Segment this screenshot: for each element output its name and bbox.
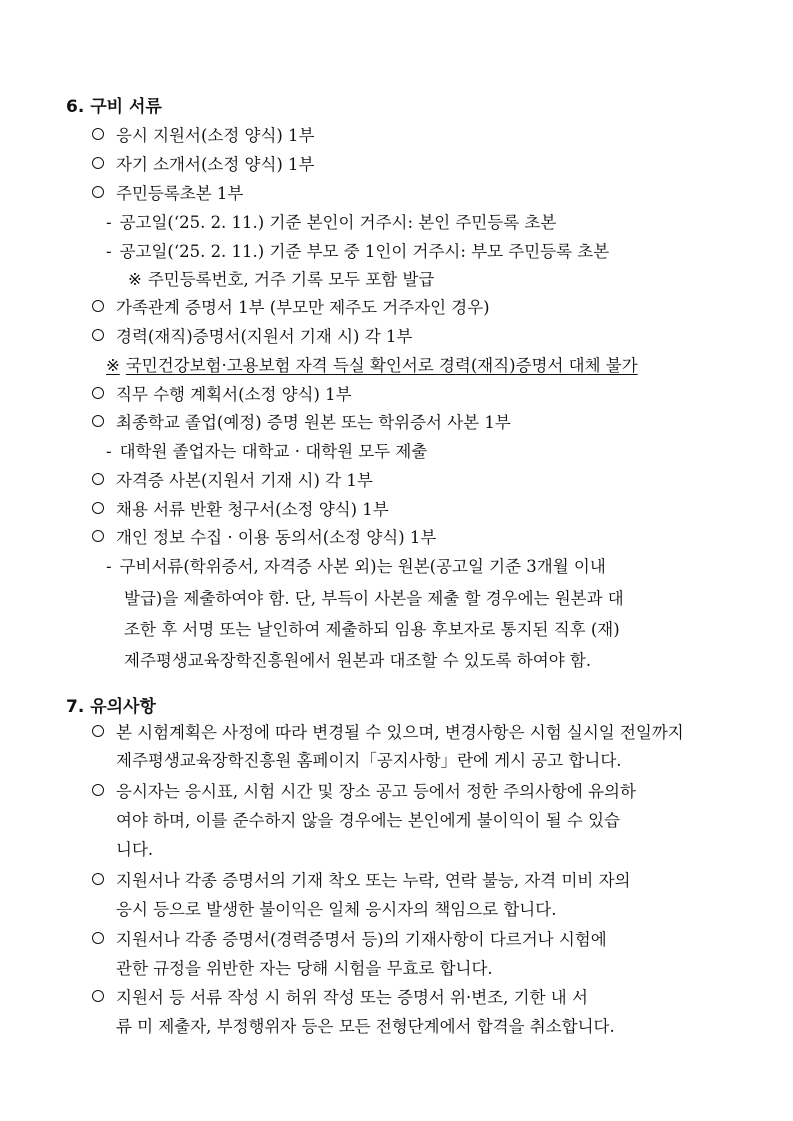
circle-bullet-icon xyxy=(92,932,104,944)
item-continuation: 관한 규정을 위반한 자는 당해 시험을 무효로 합니다. xyxy=(116,959,493,978)
sub-item-continuation: 조한 후 서명 또는 날인하여 제출하되 임용 후보자로 통지된 직후 (재) xyxy=(124,620,620,639)
circle-bullet-icon xyxy=(92,473,104,485)
circle-bullet-icon xyxy=(92,387,104,399)
list-item xyxy=(92,471,373,491)
list-item xyxy=(92,988,588,1008)
item-text: 지원서나 각종 증명서(경력증명서 등)의 기재사항이 다르거나 시험에 xyxy=(116,930,607,949)
note-text: 국민건강보험·고용보험 자격 득실 확인서로 경력(재직)증명서 대체 불가 xyxy=(125,356,638,375)
sub-item xyxy=(106,242,609,262)
note-item-underlined xyxy=(106,356,638,376)
sub-item-continuation: 발급)을 제출하여야 함. 단, 부득이 사본을 제출 할 경우에는 원본과 대 xyxy=(124,589,624,608)
circle-bullet-icon xyxy=(92,186,104,198)
item-text: 개인 정보 수집 · 이용 동의서(소정 양식) 1부 xyxy=(116,528,437,547)
item-continuation: 류 미 제출자, 부정행위자 등은 모든 전형단계에서 합격을 취소합니다. xyxy=(116,1017,615,1036)
circle-bullet-icon xyxy=(92,873,104,885)
item-text: 최종학교 졸업(예정) 증명 원본 또는 학위증서 사본 1부 xyxy=(116,413,511,432)
circle-bullet-icon xyxy=(92,784,104,796)
item-text: 자기 소개서(소정 양식) 1부 xyxy=(116,155,315,174)
item-text: 경력(재직)증명서(지원서 기재 시) 각 1부 xyxy=(116,327,413,346)
reference-mark-icon: ※ xyxy=(128,270,142,289)
list-item xyxy=(92,327,412,347)
section-6-title: 6. 구비 서류 xyxy=(66,97,162,117)
reference-mark-icon: ※ xyxy=(106,356,120,375)
list-item xyxy=(92,500,389,520)
note-text: 주민등록번호, 거주 기록 모두 포함 발급 xyxy=(147,270,435,289)
item-continuation: 응시 등으로 발생한 불이익은 일체 응시자의 책임으로 합니다. xyxy=(116,900,557,919)
item-text: 직무 수행 계획서(소정 양식) 1부 xyxy=(116,385,352,404)
item-continuation: 제주평생교육장학진흥원 홈페이지「공지사항」란에 게시 공고 합니다. xyxy=(116,751,622,770)
list-item xyxy=(92,930,607,950)
item-text: 자격증 사본(지원서 기재 시) 각 1부 xyxy=(116,471,373,490)
circle-bullet-icon xyxy=(92,128,104,140)
item-text: 주민등록초본 1부 xyxy=(116,184,244,203)
circle-bullet-icon xyxy=(92,502,104,514)
dash-bullet: - xyxy=(106,213,112,232)
circle-bullet-icon xyxy=(92,300,104,312)
list-item xyxy=(92,413,511,433)
item-continuation: 여야 하며, 이를 준수하지 않을 경우에는 본인에게 불이익이 될 수 있습 xyxy=(116,811,620,830)
item-text: 응시자는 응시표, 시험 시간 및 장소 공고 등에서 정한 주의사항에 유의하 xyxy=(116,782,636,801)
list-item xyxy=(92,126,315,146)
dash-bullet: - xyxy=(106,557,112,576)
item-text: 채용 서류 반환 청구서(소정 양식) 1부 xyxy=(116,500,389,519)
circle-bullet-icon xyxy=(92,329,104,341)
sub-item-text: 공고일(‘25. 2. 11.) 기준 부모 중 1인이 거주시: 부모 주민등록 초본 xyxy=(119,242,610,261)
circle-bullet-icon xyxy=(92,990,104,1002)
sub-item xyxy=(106,213,556,233)
dash-bullet: - xyxy=(106,442,112,461)
circle-bullet-icon xyxy=(92,725,104,737)
list-item xyxy=(92,782,636,802)
list-item xyxy=(92,155,315,175)
sub-item-text: 공고일(‘25. 2. 11.) 기준 본인이 거주시: 본인 주민등록 초본 xyxy=(119,213,557,232)
circle-bullet-icon xyxy=(92,530,104,542)
section-7-title: 7. 유의사항 xyxy=(66,697,156,717)
sub-item xyxy=(106,557,606,577)
circle-bullet-icon xyxy=(92,157,104,169)
list-item xyxy=(92,528,436,548)
sub-item-text: 구비서류(학위증서, 자격증 사본 외)는 원본(공고일 기준 3개월 이내 xyxy=(119,557,606,576)
list-item xyxy=(92,723,684,743)
item-text: 본 시험계획은 사정에 따라 변경될 수 있으며, 변경사항은 시험 실시일 전일까지 xyxy=(116,723,684,742)
list-item xyxy=(92,871,630,891)
item-text: 지원서 등 서류 작성 시 허위 작성 또는 증명서 위·변조, 기한 내 서 xyxy=(116,988,588,1007)
item-text: 지원서나 각종 증명서의 기재 착오 또는 누락, 연락 불능, 자격 미비 자의 xyxy=(116,871,631,890)
circle-bullet-icon xyxy=(92,415,104,427)
item-continuation: 니다. xyxy=(116,840,154,859)
list-item xyxy=(92,184,243,204)
item-text: 가족관계 증명서 1부 (부모만 제주도 거주자인 경우) xyxy=(116,298,490,317)
sub-item xyxy=(106,442,427,462)
item-text: 응시 지원서(소정 양식) 1부 xyxy=(116,126,315,145)
dash-bullet: - xyxy=(106,242,112,261)
note-item xyxy=(128,270,434,290)
sub-item-continuation: 제주평생교육장학진흥원에서 원본과 대조할 수 있도록 하여야 함. xyxy=(124,651,592,670)
list-item xyxy=(92,298,490,318)
sub-item-text: 대학원 졸업자는 대학교 · 대학원 모두 제출 xyxy=(119,442,428,461)
list-item xyxy=(92,385,352,405)
